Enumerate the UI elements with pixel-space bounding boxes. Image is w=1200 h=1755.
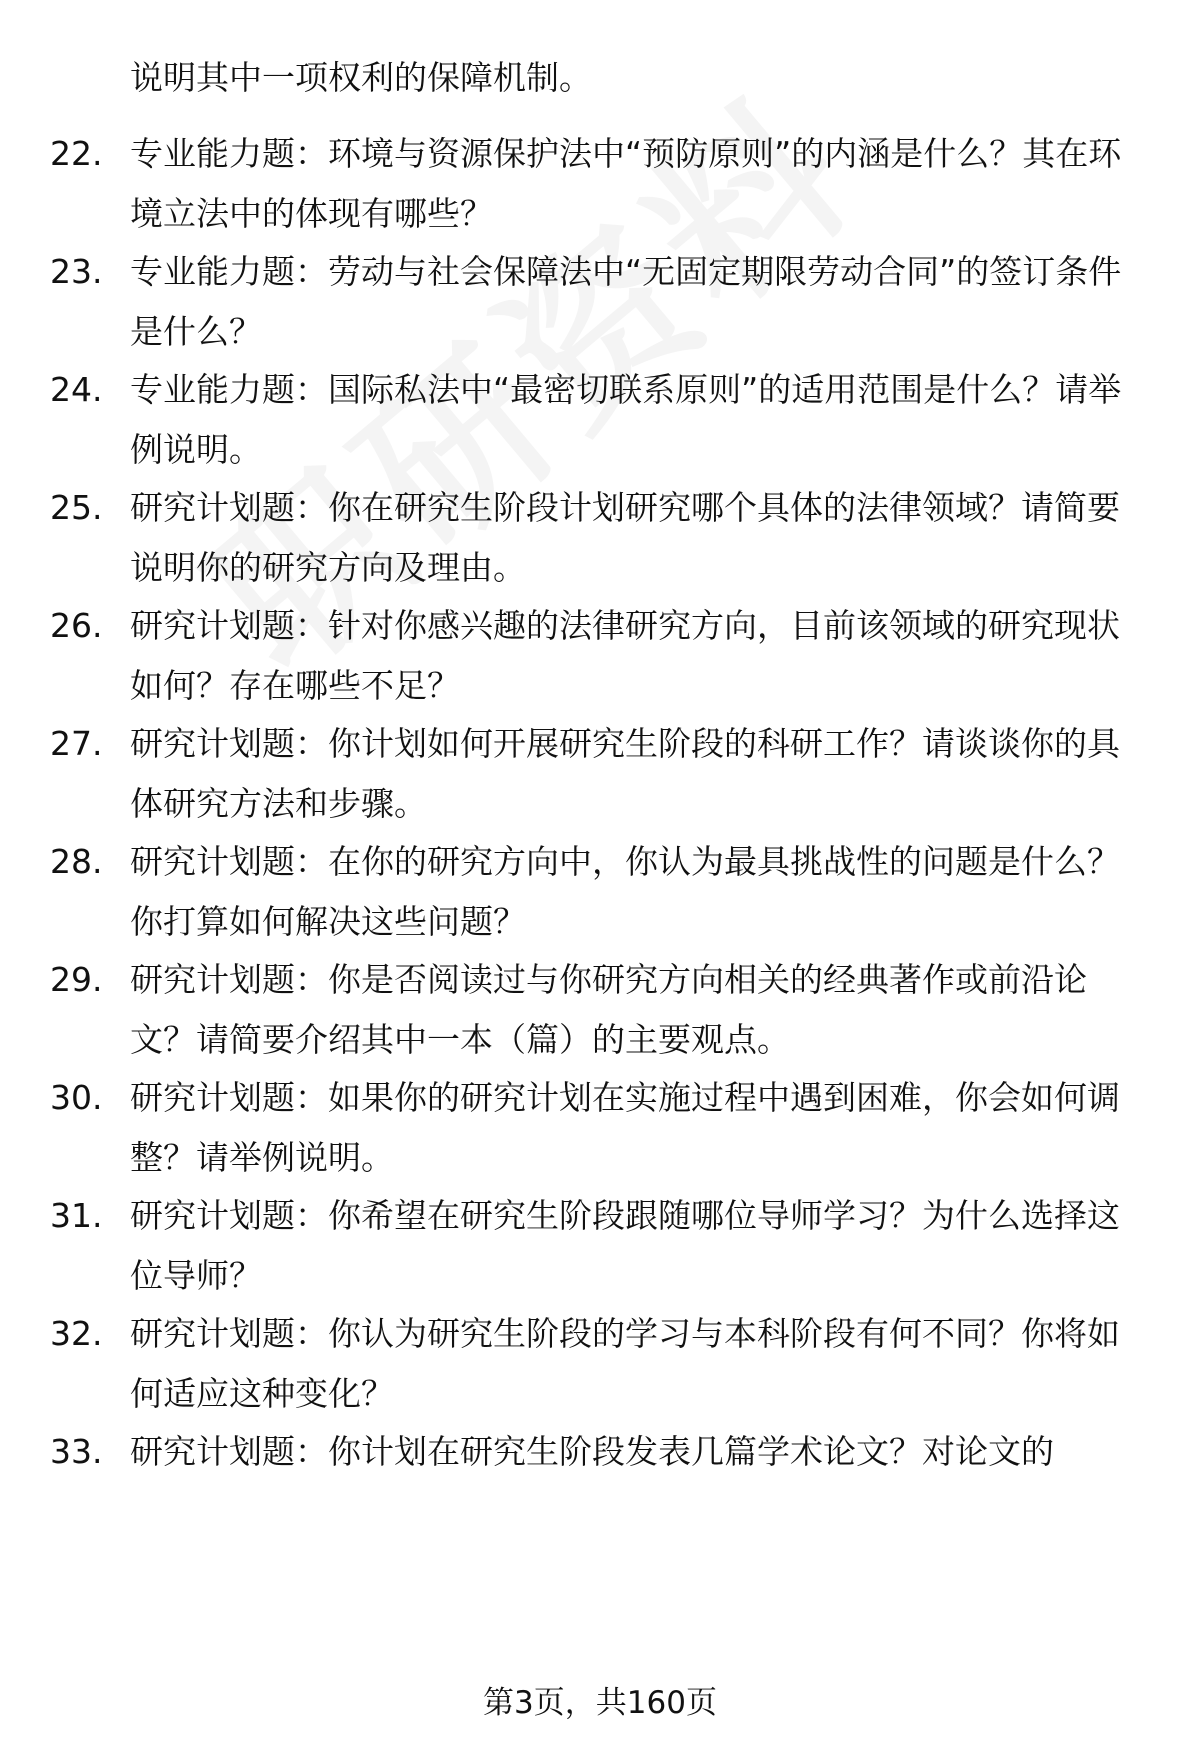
question-number: 31. [50, 1196, 103, 1235]
question-text: 专业能力题：环境与资源保护法中“预防原则”的内涵是什么？其在环境立法中的体现有哪些？ [130, 134, 1122, 233]
question-text: 研究计划题：你在研究生阶段计划研究哪个具体的法律领域？请简要说明你的研究方向及理由。 [130, 488, 1120, 587]
continuation-text: 说明其中一项权利的保障机制。 [130, 58, 592, 97]
question-text: 研究计划题：在你的研究方向中，你认为最具挑战性的问题是什么？你打算如何解决这些问题？ [130, 842, 1120, 941]
question-number: 33. [50, 1432, 103, 1471]
question-number: 24. [50, 370, 103, 409]
question-number: 30. [50, 1078, 103, 1117]
question-number: 27. [50, 724, 103, 763]
question-number: 32. [50, 1314, 103, 1353]
question-text: 研究计划题：你计划如何开展研究生阶段的科研工作？请谈谈你的具体研究方法和步骤。 [130, 724, 1120, 823]
question-text: 研究计划题：如果你的研究计划在实施过程中遇到困难，你会如何调整？请举例说明。 [130, 1078, 1120, 1177]
question-number: 26. [50, 606, 103, 645]
question-number: 22. [50, 134, 103, 173]
question-text: 专业能力题：劳动与社会保障法中“无固定期限劳动合同”的签订条件是什么？ [130, 252, 1122, 351]
question-text: 研究计划题：针对你感兴趣的法律研究方向，目前该领域的研究现状如何？存在哪些不足？ [130, 606, 1120, 705]
question-text: 研究计划题：你是否阅读过与你研究方向相关的经典著作或前沿论文？请简要介绍其中一本（篇）的主要观点。 [130, 960, 1087, 1059]
question-number: 25. [50, 488, 103, 527]
question-text: 研究计划题：你认为研究生阶段的学习与本科阶段有何不同？你将如何适应这种变化？ [130, 1314, 1120, 1413]
question-number: 28. [50, 842, 103, 881]
question-text: 专业能力题：国际私法中“最密切联系原则”的适用范围是什么？请举例说明。 [130, 370, 1122, 469]
question-text: 研究计划题：你希望在研究生阶段跟随哪位导师学习？为什么选择这位导师？ [130, 1196, 1120, 1295]
question-number: 23. [50, 252, 103, 291]
question-text: 研究计划题：你计划在研究生阶段发表几篇学术论文？对论文的 [130, 1432, 1054, 1471]
question-number: 29. [50, 960, 103, 999]
page-footer: 第3页，共160页 [483, 1685, 717, 1721]
